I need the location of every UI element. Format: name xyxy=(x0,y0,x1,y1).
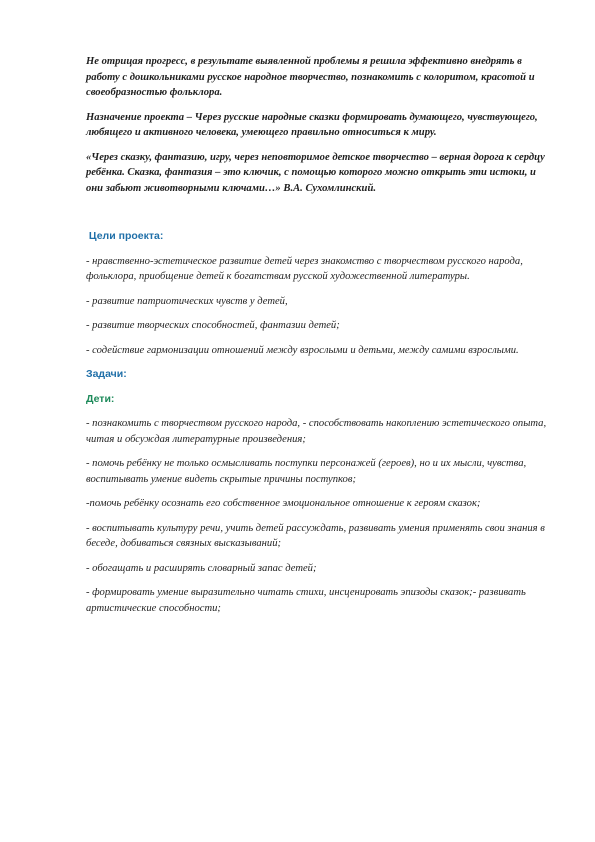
task-item: - обогащать и расширять словарный запас детей; xyxy=(86,562,317,574)
task-item: - воспитывать культуру речи, учить детей рассуждать, развивать умения применять свои знания в беседе, добиваться связных высказываний; xyxy=(86,522,545,549)
quote-paragraph: «Через сказку, фантазию, игру, через неповторимое детское творчество – верная дорога к сердцу ребёнка. Сказка, фантазия – это ключик, с помощью которого можно открыть эти истоки, и они забьют животворными ключами…» В.А. Сухомлинский. xyxy=(86,151,545,194)
goal-item: - содействие гармонизации отношений между взрослыми и детьми, между самими взрослыми. xyxy=(86,344,519,356)
purpose-paragraph: Назначение проекта – Через русские народные сказки формировать думающего, чувствующего, любящего и активного человека, умеющего правильно относиться к миру. xyxy=(86,111,538,138)
task-item: - формировать умение выразительно читать стихи, инсценировать эпизоды сказок;- развивать артистические способности; xyxy=(86,587,526,614)
tasks-heading: Задачи: xyxy=(86,368,127,380)
task-item: - помочь ребёнку не только осмысливать поступки персонажей (героев), но и их мысли, чувства, воспитывать умение видеть скрытые причины поступков; xyxy=(86,458,527,485)
goal-item: - нравственно-эстетическое развитие детей через знакомство с творчеством русского народа, фольклора, приобщение детей к богатствам русской художественной литературы. xyxy=(86,255,523,282)
task-item: -помочь ребёнку осознать его собственное эмоциональное отношение к героям сказок; xyxy=(86,498,481,509)
goals-heading: Цели проекта: xyxy=(88,230,164,242)
task-item: - познакомить с творчеством русского народа, - способствовать накоплению эстетического опыта, читая и обсуждая литературные произведения; xyxy=(86,418,547,445)
document-page xyxy=(86,54,548,625)
goal-item: - развитие патриотических чувств у детей, xyxy=(86,295,288,307)
spacer xyxy=(86,205,548,229)
intro-paragraph: Не отрицая прогресс, в результате выявленной проблемы я решила эффективно внедрять в работу с дошкольниками русское народное творчество, познакомить с колоритом, красотой и своеобразностью фольклора. xyxy=(86,56,535,98)
children-heading: Дети: xyxy=(86,392,115,405)
goal-item: - развитие творческих способностей, фантазии детей; xyxy=(86,320,340,331)
